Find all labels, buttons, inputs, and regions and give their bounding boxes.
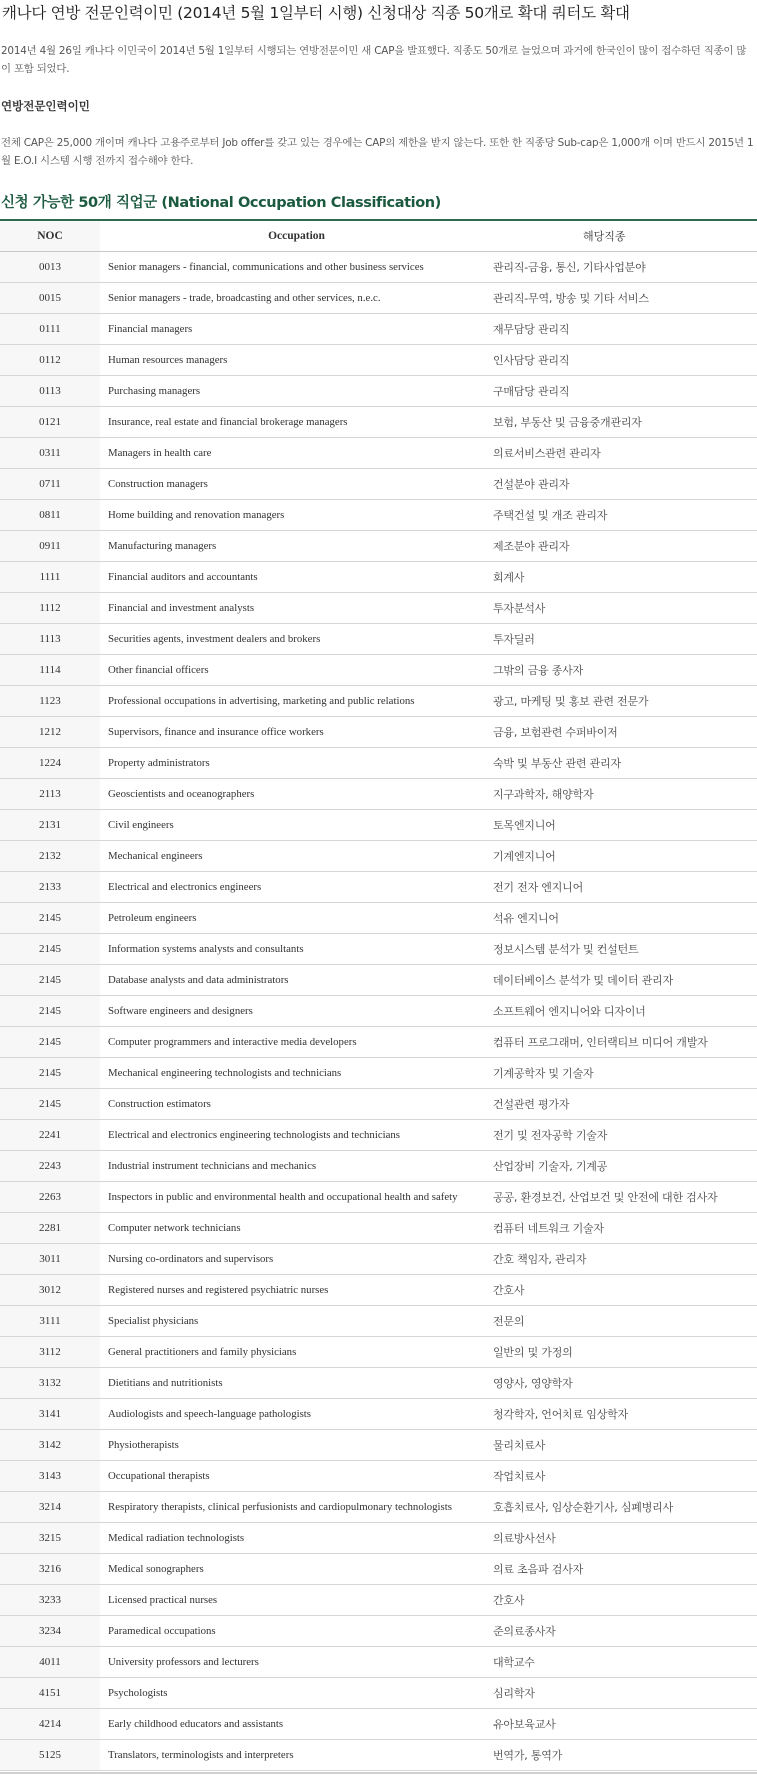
occupation-cell: Geoscientists and oceanographers [100,779,493,810]
korean-cell: 컴퓨터 네트워크 기술자 [493,1213,757,1244]
table-row [0,345,757,376]
table-row [0,779,757,810]
table-row [0,1120,757,1151]
occupation-cell: Nursing co-ordinators and supervisors [100,1244,493,1275]
korean-cell: 공공, 환경보건, 산업보건 및 안전에 대한 검사자 [493,1182,757,1213]
table-row [0,1058,757,1089]
occupation-cell: Software engineers and designers [100,996,493,1027]
korean-cell: 투자딜러 [493,624,757,655]
table-row [0,1089,757,1120]
occupation-cell: Medical sonographers [100,1554,493,1585]
korean-cell: 의료방사선사 [493,1523,757,1554]
occupation-cell: Registered nurses and registered psychiatric nurses [100,1275,493,1306]
noc-cell: 1123 [0,686,100,717]
korean-cell: 산업장비 기술자, 기계공 [493,1151,757,1182]
korean-cell: 컴퓨터 프로그래머, 인터랙티브 미디어 개발자 [493,1027,757,1058]
table-row [0,1399,757,1430]
table-body [0,252,757,1771]
korean-cell: 재무담당 관리직 [493,314,757,345]
occupation-cell: Psychologists [100,1678,493,1709]
noc-cell: 2145 [0,934,100,965]
table-row [0,1213,757,1244]
noc-cell: 5125 [0,1740,100,1771]
occupation-cell: Computer programmers and interactive media developers [100,1027,493,1058]
table-row [0,1151,757,1182]
korean-cell: 영양사, 영양학자 [493,1368,757,1399]
noc-cell: 2145 [0,965,100,996]
noc-cell: 0113 [0,376,100,407]
occupation-cell: Other financial officers [100,655,493,686]
occupation-cell: Financial and investment analysts [100,593,493,624]
table-row [0,965,757,996]
korean-cell: 주택건설 및 개조 관리자 [493,500,757,531]
header-noc: NOC [0,220,100,252]
noc-cell: 0013 [0,252,100,283]
table-row [0,438,757,469]
noc-cell: 2131 [0,810,100,841]
table-row [0,841,757,872]
occupation-cell: Licensed practical nurses [100,1585,493,1616]
table-bottom-border [0,1772,757,1774]
noc-cell: 0121 [0,407,100,438]
table-row [0,686,757,717]
occupation-cell: Paramedical occupations [100,1616,493,1647]
noc-cell: 1212 [0,717,100,748]
table-row [0,376,757,407]
noc-cell: 3233 [0,1585,100,1616]
occupation-cell: Financial managers [100,314,493,345]
table-row [0,562,757,593]
table-row [0,1461,757,1492]
occupation-cell: Occupational therapists [100,1461,493,1492]
table-row [0,1182,757,1213]
korean-cell: 투자분석사 [493,593,757,624]
occupation-cell: Specialist physicians [100,1306,493,1337]
table-header-row [0,220,757,252]
korean-cell: 심리학자 [493,1678,757,1709]
table-row [0,1430,757,1461]
korean-cell: 전문의 [493,1306,757,1337]
korean-cell: 청각학자, 언어치료 임상학자 [493,1399,757,1430]
table-row [0,1647,757,1678]
table-row [0,903,757,934]
table-row [0,1709,757,1740]
table-row [0,1585,757,1616]
table-row [0,1337,757,1368]
table-row [0,314,757,345]
noc-cell: 1224 [0,748,100,779]
noc-cell: 0911 [0,531,100,562]
korean-cell: 관리직-금융, 통신, 기타사업분야 [493,252,757,283]
noc-cell: 0111 [0,314,100,345]
occupation-cell: Electrical and electronics engineering technologists and technicians [100,1120,493,1151]
korean-cell: 의료 초음파 검사자 [493,1554,757,1585]
noc-cell: 2263 [0,1182,100,1213]
occupation-cell: Medical radiation technologists [100,1523,493,1554]
table-row [0,1554,757,1585]
korean-cell: 회계사 [493,562,757,593]
korean-cell: 소프트웨어 엔지니어와 디자이너 [493,996,757,1027]
occupation-cell: Senior managers - trade, broadcasting and other services, n.e.c. [100,283,493,314]
occupation-cell: Financial auditors and accountants [100,562,493,593]
occupation-cell: Electrical and electronics engineers [100,872,493,903]
korean-cell: 대학교수 [493,1647,757,1678]
korean-cell: 건설관련 평가자 [493,1089,757,1120]
occupation-cell: Dietitians and nutritionists [100,1368,493,1399]
noc-cell: 0811 [0,500,100,531]
occupation-table [0,219,757,1771]
noc-cell: 3214 [0,1492,100,1523]
occupation-cell: Information systems analysts and consultants [100,934,493,965]
noc-cell: 3132 [0,1368,100,1399]
table-row [0,996,757,1027]
table-row [0,1275,757,1306]
occupation-cell: Early childhood educators and assistants [100,1709,493,1740]
occupation-cell: Industrial instrument technicians and mechanics [100,1151,493,1182]
cap-paragraph: 전체 CAP은 25,000 개이며 캐나다 고용주로부터 Job offer를 갖고 있는 경우에는 CAP의 제한을 받지 않는다. 또한 한 직종당 Sub-cap은 1,000개 이며 반드시 2015년 1월 E.O.I 시스템 시행 전까지 접수해야 한다. [1,137,754,167]
table-row [0,934,757,965]
korean-cell: 준의료종사자 [493,1616,757,1647]
korean-cell: 물리치료사 [493,1430,757,1461]
occupation-cell: Civil engineers [100,810,493,841]
occupation-cell: Computer network technicians [100,1213,493,1244]
table-row [0,407,757,438]
header-korean: 해당직종 [493,220,757,252]
section-title: 신청 가능한 50개 직업군 (National Occupation Classification) [1,195,441,211]
table-row [0,1492,757,1523]
table-row [0,717,757,748]
occupation-cell: Respiratory therapists, clinical perfusionists and cardiopulmonary technologists [100,1492,493,1523]
table-row [0,252,757,283]
table-row [0,1244,757,1275]
occupation-cell: Senior managers - financial, communications and other business services [100,252,493,283]
occupation-cell: Purchasing managers [100,376,493,407]
occupation-cell: Mechanical engineers [100,841,493,872]
header-occupation: Occupation [100,220,493,252]
noc-cell: 0311 [0,438,100,469]
korean-cell: 유아보육교사 [493,1709,757,1740]
noc-cell: 3142 [0,1430,100,1461]
noc-cell: 0711 [0,469,100,500]
table-row [0,1306,757,1337]
korean-cell: 석유 엔지니어 [493,903,757,934]
noc-cell: 3216 [0,1554,100,1585]
noc-cell: 3011 [0,1244,100,1275]
noc-cell: 3143 [0,1461,100,1492]
noc-cell: 3234 [0,1616,100,1647]
noc-cell: 2281 [0,1213,100,1244]
noc-cell: 2132 [0,841,100,872]
noc-cell: 1112 [0,593,100,624]
korean-cell: 전기 전자 엔지니어 [493,872,757,903]
korean-cell: 의료서비스관련 관리자 [493,438,757,469]
table-row [0,469,757,500]
noc-cell: 3111 [0,1306,100,1337]
korean-cell: 작업치료사 [493,1461,757,1492]
occupation-cell: Database analysts and data administrators [100,965,493,996]
noc-cell: 2243 [0,1151,100,1182]
korean-cell: 광고, 마케팅 및 홍보 관련 전문가 [493,686,757,717]
table-row [0,283,757,314]
korean-cell: 정보시스템 분석가 및 컨설턴트 [493,934,757,965]
occupation-cell: Construction estimators [100,1089,493,1120]
occupation-cell: University professors and lecturers [100,1647,493,1678]
occupation-cell: Audiologists and speech-language pathologists [100,1399,493,1430]
occupation-cell: Securities agents, investment dealers and brokers [100,624,493,655]
occupation-cell: Construction managers [100,469,493,500]
noc-cell: 3215 [0,1523,100,1554]
noc-cell: 1111 [0,562,100,593]
occupation-cell: Mechanical engineering technologists and technicians [100,1058,493,1089]
noc-cell: 2113 [0,779,100,810]
noc-cell: 1114 [0,655,100,686]
korean-cell: 기계엔지니어 [493,841,757,872]
table-row [0,655,757,686]
table-row [0,624,757,655]
noc-cell: 4214 [0,1709,100,1740]
korean-cell: 간호사 [493,1275,757,1306]
noc-cell: 2145 [0,903,100,934]
noc-cell: 3012 [0,1275,100,1306]
noc-cell: 0015 [0,283,100,314]
korean-cell: 구매담당 관리직 [493,376,757,407]
table-row [0,1027,757,1058]
occupation-cell: Professional occupations in advertising, marketing and public relations [100,686,493,717]
noc-cell: 1113 [0,624,100,655]
occupation-cell: Home building and renovation managers [100,500,493,531]
occupation-cell: Physiotherapists [100,1430,493,1461]
noc-cell: 2145 [0,1027,100,1058]
occupation-cell: Managers in health care [100,438,493,469]
korean-cell: 제조분야 관리자 [493,531,757,562]
korean-cell: 간호 책임자, 관리자 [493,1244,757,1275]
occupation-cell: Petroleum engineers [100,903,493,934]
korean-cell: 금융, 보험관련 수퍼바이저 [493,717,757,748]
occupation-cell: Manufacturing managers [100,531,493,562]
occupation-cell: Supervisors, finance and insurance office workers [100,717,493,748]
korean-cell: 간호사 [493,1585,757,1616]
noc-cell: 2241 [0,1120,100,1151]
table-row [0,531,757,562]
korean-cell: 관리직-무역, 방송 및 기타 서비스 [493,283,757,314]
occupation-cell: Insurance, real estate and financial brokerage managers [100,407,493,438]
noc-cell: 2133 [0,872,100,903]
table-row [0,1523,757,1554]
occupation-cell: General practitioners and family physicians [100,1337,493,1368]
noc-cell: 0112 [0,345,100,376]
intro-paragraph: 2014년 4월 26일 캐나다 이민국이 2014년 5월 1일부터 시행되는 연방전문이민 새 CAP을 발표했다. 직종도 50개로 늘었으며 과거에 한국인이 많이 접수하던 직종이 많이 포함 되었다. [1,45,747,75]
korean-cell: 숙박 및 부동산 관련 관리자 [493,748,757,779]
korean-cell: 인사담당 관리직 [493,345,757,376]
korean-cell: 일반의 및 가정의 [493,1337,757,1368]
korean-cell: 지구과학자, 해양학자 [493,779,757,810]
table-row [0,810,757,841]
table-row [0,1616,757,1647]
korean-cell: 데이터베이스 분석가 및 데이터 관리자 [493,965,757,996]
korean-cell: 그밖의 금융 종사자 [493,655,757,686]
korean-cell: 토목엔지니어 [493,810,757,841]
table-row [0,748,757,779]
korean-cell: 호흡치료사, 임상순환기사, 심폐병리사 [493,1492,757,1523]
occupation-cell: Translators, terminologists and interpreters [100,1740,493,1771]
occupation-cell: Property administrators [100,748,493,779]
noc-cell: 2145 [0,996,100,1027]
table-row [0,872,757,903]
subheading: 연방전문인력이민 [1,99,90,113]
korean-cell: 보험, 부동산 및 금융중개관리자 [493,407,757,438]
korean-cell: 기계공학자 및 기술자 [493,1058,757,1089]
noc-cell: 3141 [0,1399,100,1430]
noc-cell: 2145 [0,1058,100,1089]
table-row [0,500,757,531]
article-title: 캐나다 연방 전문인력이민 (2014년 5월 1일부터 시행) 신청대상 직종 50개로 확대 쿼터도 확대 [2,4,630,22]
occupation-cell: Human resources managers [100,345,493,376]
occupation-cell: Inspectors in public and environmental health and occupational health and safety [100,1182,493,1213]
noc-cell: 2145 [0,1089,100,1120]
korean-cell: 번역가, 통역가 [493,1740,757,1771]
table-row [0,593,757,624]
table-row [0,1368,757,1399]
korean-cell: 건설분야 관리자 [493,469,757,500]
noc-cell: 3112 [0,1337,100,1368]
table-row [0,1740,757,1771]
korean-cell: 전기 및 전자공학 기술자 [493,1120,757,1151]
noc-cell: 4011 [0,1647,100,1678]
noc-cell: 4151 [0,1678,100,1709]
table-row [0,1678,757,1709]
